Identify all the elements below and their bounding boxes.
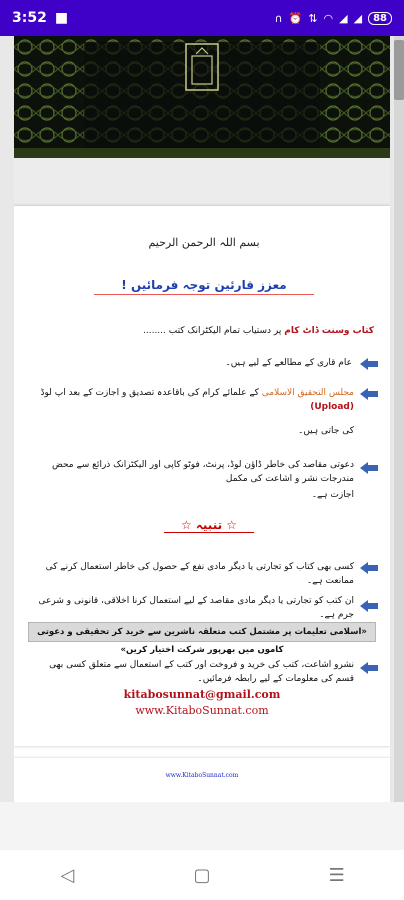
note-text: ان کتب کو تجارتی یا دیگر مادی مقاصد کے لیے استعمال کرنا اخلاقی، قانونی و شرعی جرم ہے۔ [38,596,354,620]
recents-icon: ☰ [328,864,345,886]
contact-note: نشرو اشاعت، کتب کی خرید و فروخت اور کتب کے استعمال سے متعلق کسی بھی قسم کی معلومات کے لیے رابطہ فرمائیں۔ [49,660,354,684]
upload-label: (Upload) [310,402,354,412]
document-page [14,758,390,802]
ornamental-cover-art [14,36,390,158]
video-icon: ■ [54,10,69,26]
document-page [14,206,390,746]
page-gap [14,158,390,206]
arrow-icon [360,358,378,370]
status-bar [0,0,404,36]
home-button[interactable] [182,855,222,895]
signal-icon: ◢ [339,11,348,25]
intro-line [28,324,374,338]
system-nav-bar [0,850,404,900]
arrow-icon [360,662,378,674]
site-name-highlight: کتاب وسنت ڈاٹ کام [284,326,374,336]
status-time: 3:52 [12,10,47,26]
bullet-middle-text: کے علمائے کرام کی باقاعدہ تصدیق و اجازت کے بعد اپ لوڈ [40,388,259,398]
headphones-icon: ∩ [274,11,283,25]
signal-icon: ◢ [353,11,363,25]
note-text: کسی بھی کتاب کو تجارتی یا دیگر مادی نفع کے حصول کی خاطر استعمال کرنے کی ممانعت ہے۔ [45,562,354,586]
book-cover [14,36,390,158]
arrow-icon [360,562,378,574]
bullet-text: عام قاری کے مطالعے کے لیے ہیں۔ [225,358,352,368]
arrow-icon [360,600,378,612]
home-icon: ▢ [193,864,211,886]
website-link[interactable]: www.KitaboSunnat.com [135,704,269,717]
highlight-box: «اسلامی تعلیمات پر مشتمل کتب متعلقہ ناشرین سے خرید کر تحقیقی و دعوتی کاموں میں بھرپور شرکت اختیار کریں» [28,622,376,642]
document-viewer[interactable] [14,36,390,802]
website-link[interactable]: www.KitaboSunnat.com [165,772,239,779]
page-heading: معزز قارئین توجہ فرمائیں ! [94,278,314,295]
bullet-text: دعوتی مقاصد کی خاطر ڈاؤن لوڈ، پرنٹ، فوٹو کاپی اور الیکٹرانک ذرائع سے محض مندرجات نشر و اشاعت کی مکمل [51,460,354,484]
arrow-icon [360,388,378,400]
intro-text: پر دستیاب تمام الیکٹرانک کتب ........ [143,326,282,336]
recents-button[interactable] [317,855,357,895]
bismillah-text: بسم اللہ الرحمن الرحیم [148,236,260,249]
battery-indicator: 88 [368,12,392,25]
bullet-text [28,386,354,414]
alarm-icon: ⏰ [288,11,303,25]
scrollbar-thumb[interactable] [394,40,404,100]
organization-name: مجلس التحقیق الاسلامی [261,388,354,398]
back-icon: ◁ [60,864,75,886]
back-button[interactable] [47,855,87,895]
bullet-continuation: کی جاتی ہیں۔ [298,426,354,436]
warning-heading: ☆ تنبیہ ☆ [164,518,254,533]
email-link[interactable]: kitabosunnat@gmail.com [123,688,281,701]
bullet-continuation: اجازت ہے۔ [311,490,354,500]
wifi-icon: ◠ [323,11,334,25]
bottom-area [0,802,404,850]
scrollbar-track[interactable] [394,36,404,802]
arrow-icon [360,462,378,474]
data-icon: ⇅ [308,11,318,25]
